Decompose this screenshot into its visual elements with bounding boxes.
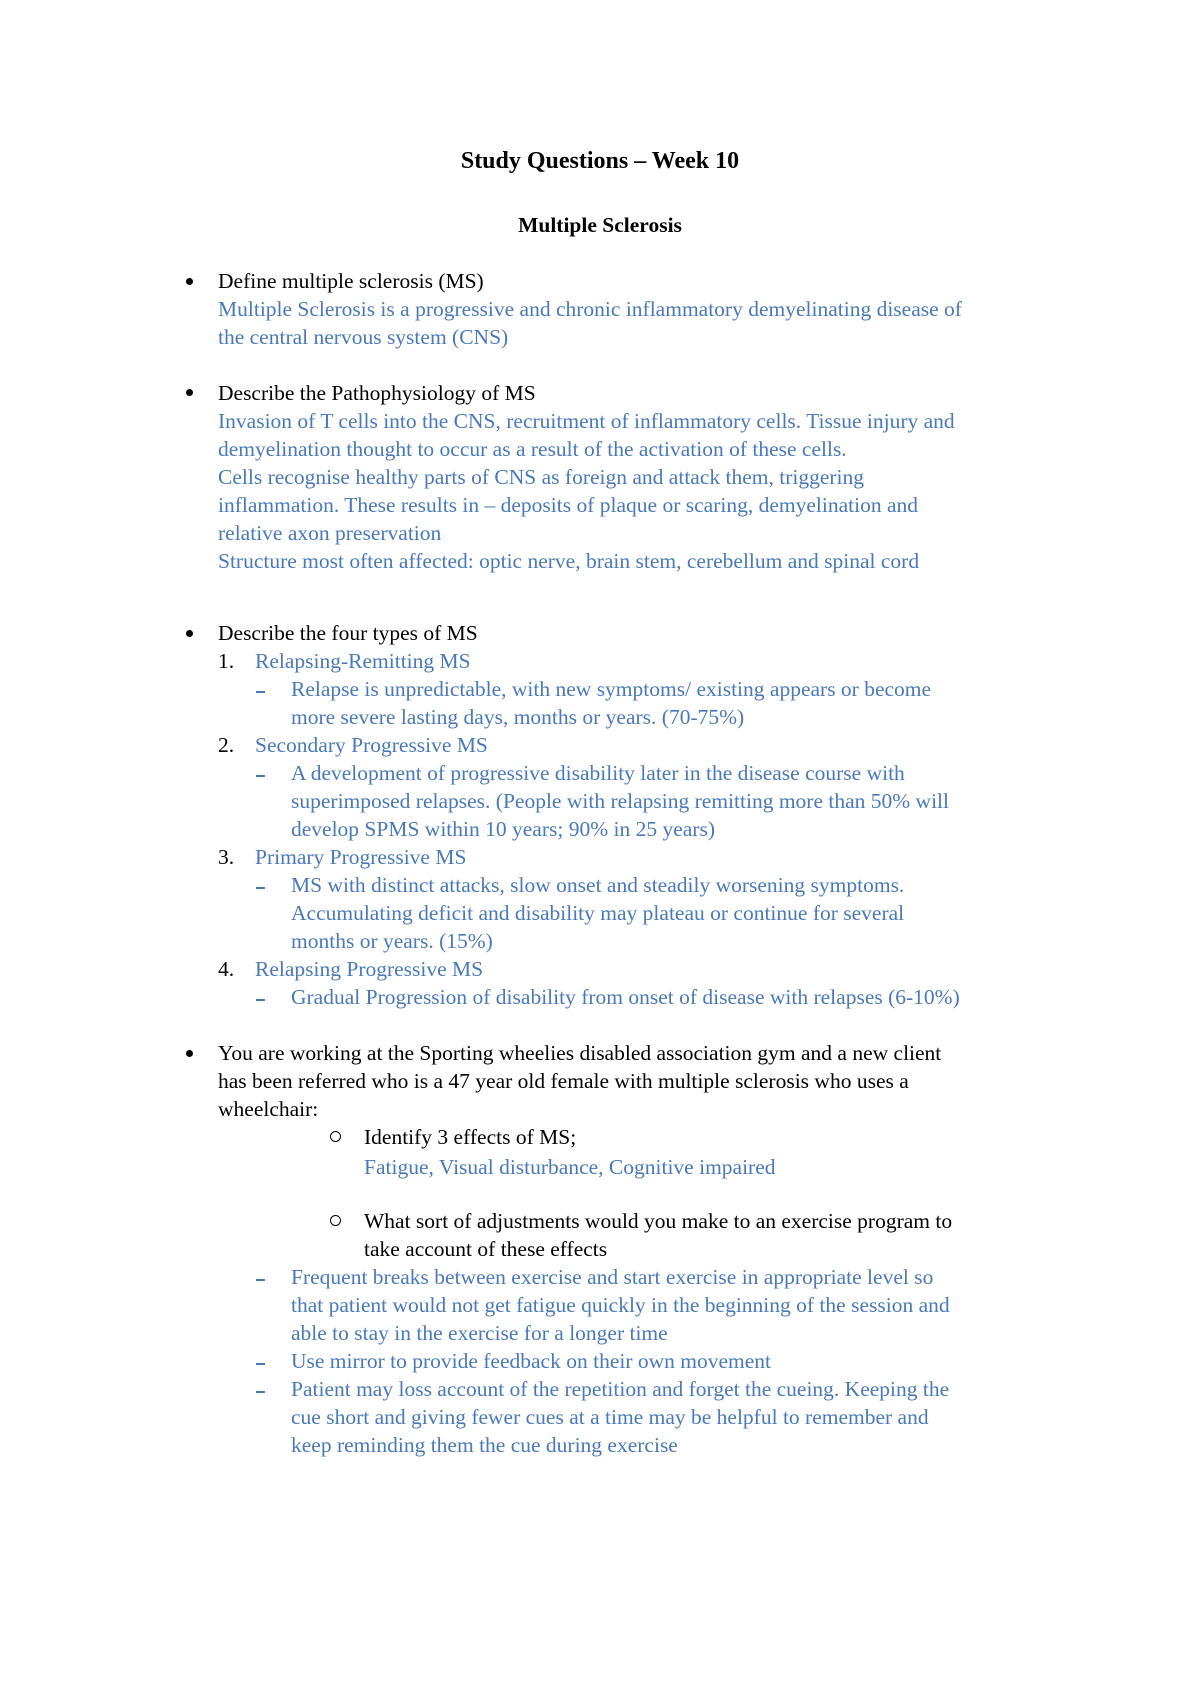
dash-icon [256,999,265,1001]
answer-line: Multiple Sclerosis is a progressive and chronic inflammatory demyelinating disease of [218,297,962,321]
bullet-icon [186,389,193,396]
ms-type-name: Primary Progressive MS [255,845,467,869]
ms-type-desc: Accumulating deficit and disability may plateau or continue for several [291,901,905,925]
list-number: 2. [218,733,235,757]
circle-bullet-icon [330,1131,341,1142]
adjustment-answer: Use mirror to provide feedback on their own movement [291,1349,772,1373]
adjustment-answer: cue short and giving fewer cues at a time may be helpful to remember and [291,1405,929,1429]
ms-type-name: Relapsing Progressive MS [255,957,484,981]
adjustment-answer: keep reminding them the cue during exercise [291,1433,678,1457]
bullet-icon [186,278,193,285]
dash-icon [256,1279,265,1281]
ms-type-desc: develop SPMS within 10 years; 90% in 25 years) [291,817,715,841]
ms-type-desc: superimposed relapses. (People with relapsing remitting more than 50% will [291,789,949,813]
adjustment-answer: that patient would not get fatigue quickly in the beginning of the session and [291,1293,950,1317]
question-4-line: wheelchair: [218,1097,319,1121]
ms-type-name: Relapsing-Remitting MS [255,649,471,673]
ms-type-desc: Relapse is unpredictable, with new symptoms/ existing appears or become [291,677,932,701]
answer-line: Invasion of T cells into the CNS, recruitment of inflammatory cells. Tissue injury and [218,409,955,433]
question-1: Define multiple sclerosis (MS) [218,269,484,293]
question-3: Describe the four types of MS [218,621,478,645]
circle-bullet-icon [330,1215,341,1226]
ms-type-desc: months or years. (15%) [291,929,493,953]
adjustment-answer: Frequent breaks between exercise and start exercise in appropriate level so [291,1265,934,1289]
bullet-icon [186,1050,193,1057]
sub-question-2: What sort of adjustments would you make to an exercise program to [364,1209,953,1233]
answer-line: the central nervous system (CNS) [218,325,509,349]
ms-type-desc: MS with distinct attacks, slow onset and steadily worsening symptoms. [291,873,905,897]
sub-question-1: Identify 3 effects of MS; [364,1125,577,1149]
answer-line: demyelination thought to occur as a result of the activation of these cells. [218,437,847,461]
question-4: You are working at the Sporting wheelies disabled association gym and a new client [218,1041,942,1065]
answer-line: Structure most often affected: optic nerve, brain stem, cerebellum and spinal cord [218,549,920,573]
dash-icon [256,1391,265,1393]
adjustment-answer: Patient may loss account of the repetition and forget the cueing. Keeping the [291,1377,950,1401]
adjustment-answer: able to stay in the exercise for a longer time [291,1321,668,1345]
list-number: 3. [218,845,235,869]
dash-icon [256,691,265,693]
dash-icon [256,775,265,777]
page-title: Study Questions – Week 10 [460,148,740,174]
ms-type-desc: Gradual Progression of disability from onset of disease with relapses (6-10%) [291,985,960,1009]
dash-icon [256,1363,265,1365]
answer-line: Cells recognise healthy parts of CNS as foreign and attack them, triggering [218,465,865,489]
question-4-line: has been referred who is a 47 year old female with multiple sclerosis who uses a [218,1069,909,1093]
ms-type-desc: more severe lasting days, months or years. (70-75%) [291,705,745,729]
list-number: 4. [218,957,235,981]
sub-answer-1: Fatigue, Visual disturbance, Cognitive impaired [364,1155,776,1179]
answer-line: relative axon preservation [218,521,442,545]
question-2: Describe the Pathophysiology of MS [218,381,536,405]
page-subtitle: Multiple Sclerosis [518,213,682,237]
list-number: 1. [218,649,235,673]
sub-question-2-line: take account of these effects [364,1237,608,1261]
ms-type-name: Secondary Progressive MS [255,733,488,757]
ms-type-desc: A development of progressive disability later in the disease course with [291,761,905,785]
dash-icon [256,887,265,889]
answer-line: inflammation. These results in – deposits of plaque or scaring, demyelination and [218,493,918,517]
bullet-icon [186,630,193,637]
